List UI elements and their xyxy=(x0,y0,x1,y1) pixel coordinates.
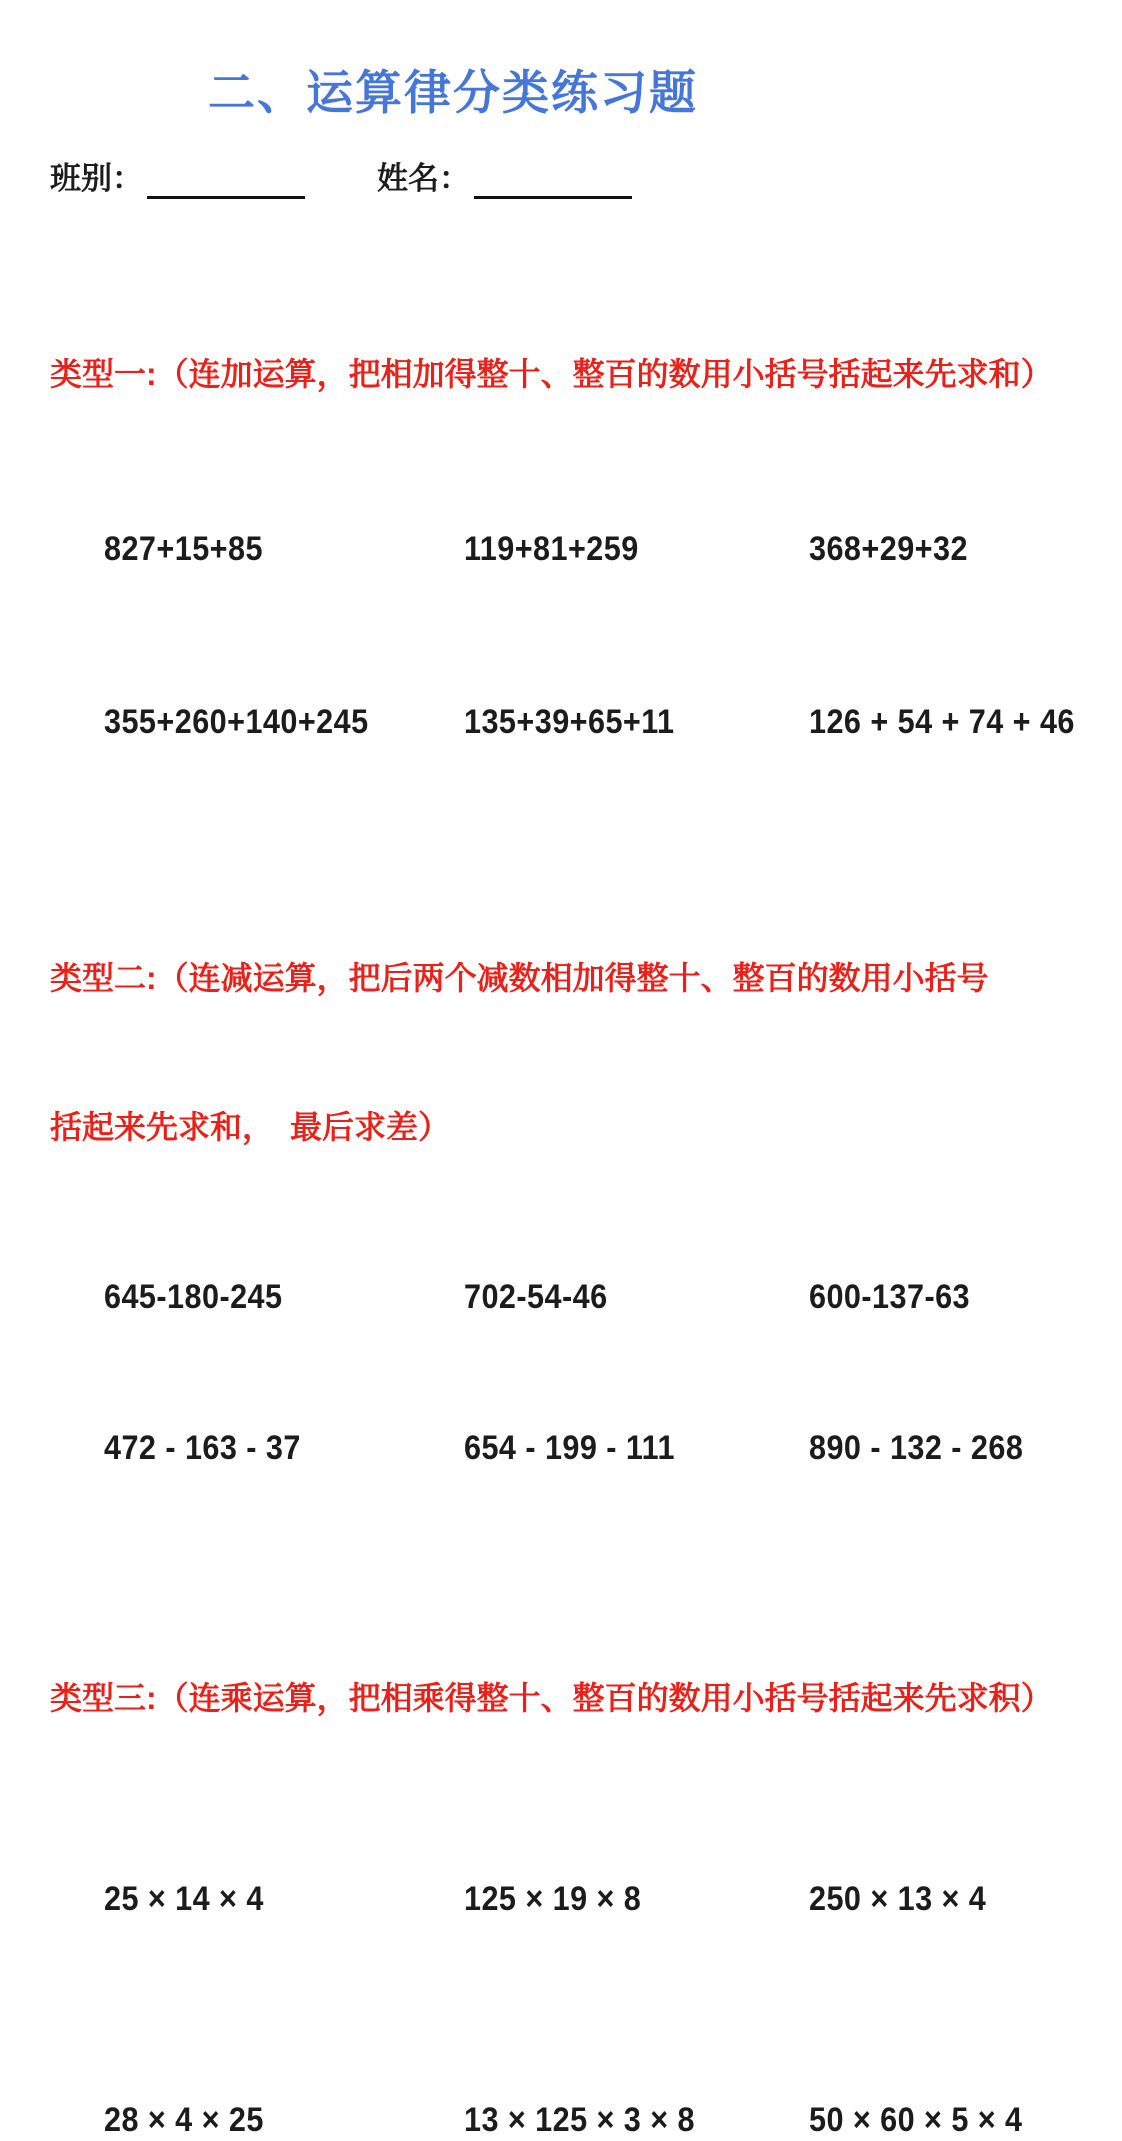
section-3-heading-line-1: 类型三:（连乘运算，把相乘得整十、整百的数用小括号括起来先求积） xyxy=(50,1680,1053,1717)
section-3-heading xyxy=(50,1575,1072,1823)
problem-row-4 xyxy=(50,1428,1072,1469)
section-2-heading-line-1: 类型二:（连减运算，把后两个减数相加得整十、整百的数用小括号 xyxy=(50,959,989,996)
math-problem: 890 - 132 - 268 xyxy=(809,1429,1024,1468)
math-problem: 645-180-245 xyxy=(104,1278,283,1317)
math-problem: 135+39+65+11 xyxy=(464,702,675,741)
math-problem: 368+29+32 xyxy=(809,530,968,569)
problem-row-2 xyxy=(50,702,1075,743)
math-problem: 28 × 4 × 25 xyxy=(104,2100,264,2139)
name-blank-line xyxy=(474,161,632,199)
math-problem: 355+260+140+245 xyxy=(104,702,369,741)
math-problem: 125 × 19 × 8 xyxy=(464,1879,642,1918)
math-problem: 827+15+85 xyxy=(104,530,263,569)
math-problem: 250 × 13 × 4 xyxy=(809,1879,987,1918)
problem-row-3 xyxy=(50,1277,1072,1318)
math-problem: 654 - 199 - 111 xyxy=(464,1429,675,1468)
page-title: 二、运算律分类练习题 xyxy=(208,66,698,119)
math-problem: 25 × 14 × 4 xyxy=(104,1879,264,1918)
section-2-heading xyxy=(50,855,1072,1252)
problem-row-6 xyxy=(50,2100,1072,2141)
math-problem: 119+81+259 xyxy=(464,530,639,569)
math-problem: 472 - 163 - 37 xyxy=(104,1429,301,1468)
math-problem: 50 × 60 × 5 × 4 xyxy=(809,2100,1023,2139)
math-problem: 126 + 54 + 74 + 46 xyxy=(809,702,1075,741)
class-label: 班别： xyxy=(50,160,143,196)
problem-row-5 xyxy=(50,1879,1072,1920)
section-1-heading xyxy=(50,251,1072,499)
worksheet-page xyxy=(0,64,1122,2139)
student-info-row xyxy=(50,159,1072,199)
class-blank-line xyxy=(147,161,305,199)
math-problem: 600-137-63 xyxy=(809,1278,971,1317)
name-label: 姓名： xyxy=(377,160,470,196)
section-2-heading-line-2: 括起来先求和， 最后求差） xyxy=(50,1108,451,1145)
math-problem: 13 × 125 × 3 × 8 xyxy=(464,2100,695,2139)
problem-row-1 xyxy=(50,529,1072,570)
section-1-heading-line-1: 类型一:（连加运算，把相加得整十、整百的数用小括号括起来先求和） xyxy=(50,356,1053,393)
math-problem: 702-54-46 xyxy=(464,1278,608,1317)
